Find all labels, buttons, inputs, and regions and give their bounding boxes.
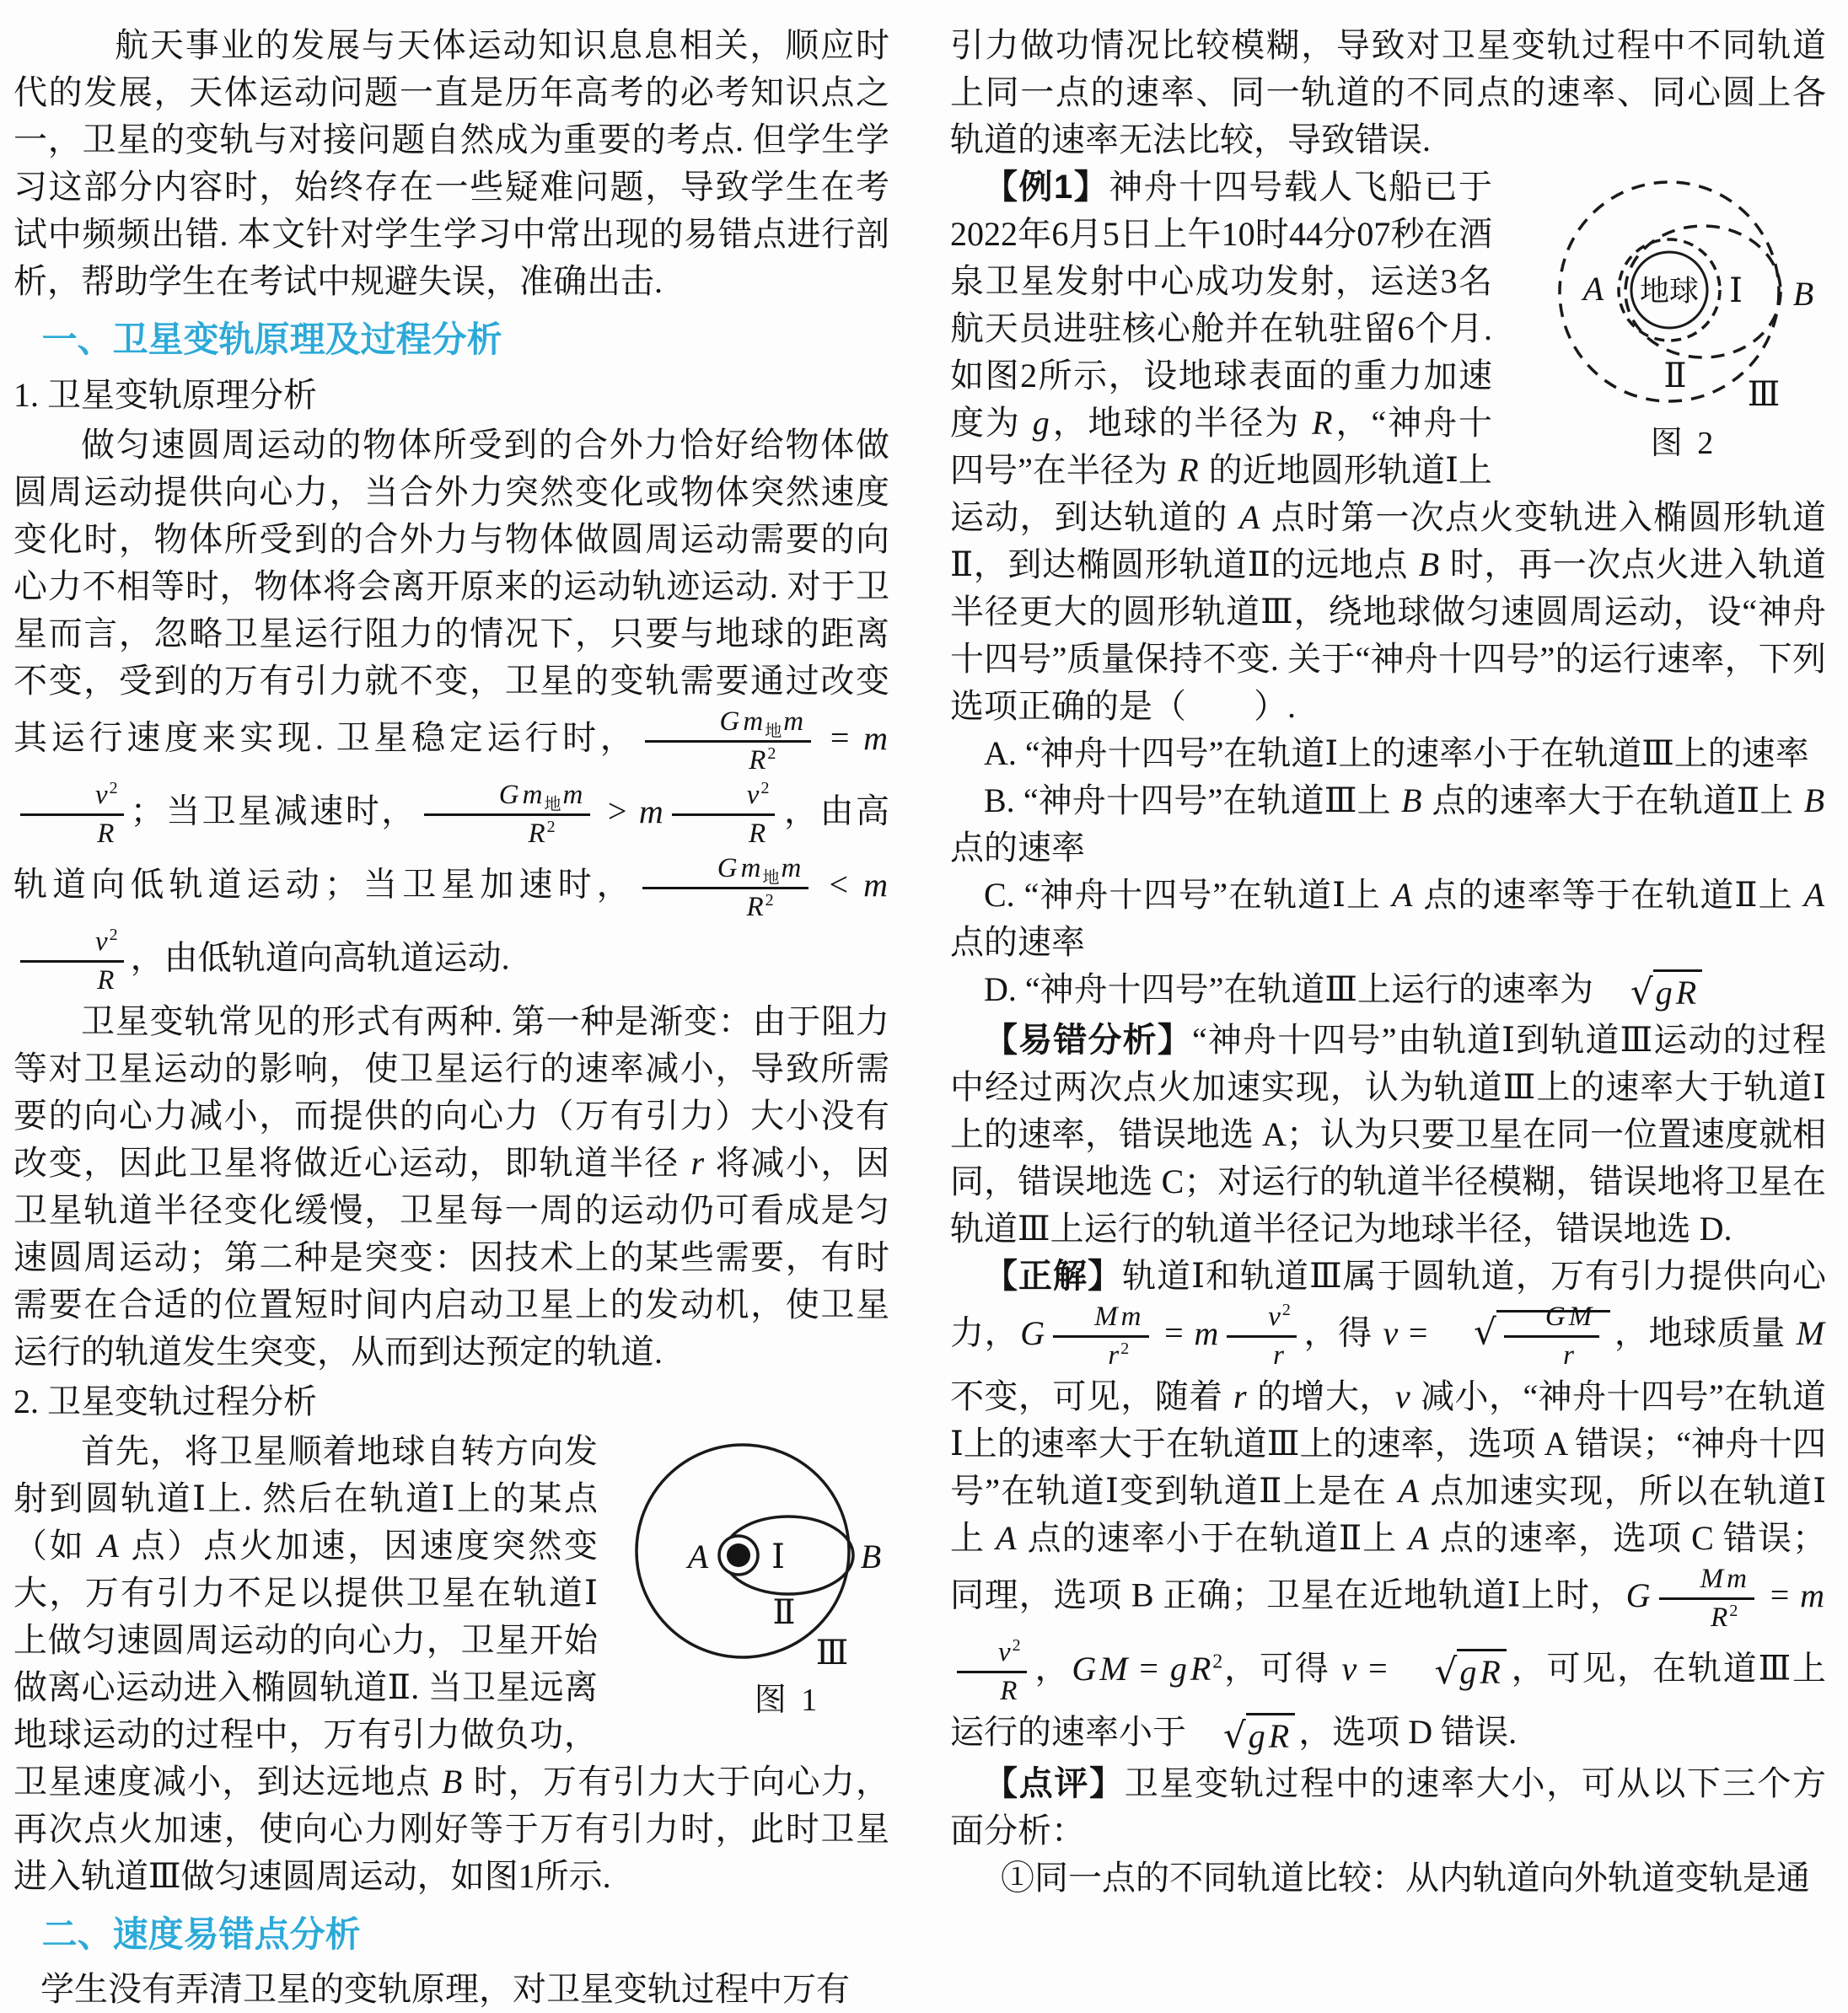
figure-2 [1507,165,1826,462]
square-root: √g R [1401,1648,1507,1696]
fraction: $\frac{G m _地m}{R ^2}$ [424,780,591,850]
option-c: C. “神舟十四号”在轨道Ⅰ上 A 点的速率等于在轨道Ⅱ上 A 点的速率 [950,876,1825,961]
paragraph-continuation: 引力做功情况比较模糊，导致对卫星变轨过程中不同轨道上同一点的速率、同一轨道的不同点的速率、同心圆上各轨道的速率无法比较，导致错误. [950,26,1826,158]
orbit-label-III: Ⅲ [815,1634,849,1672]
fraction: $\frac{G m _地m}{R ^2}$ [645,706,812,776]
orbit-label-II: Ⅱ [1663,357,1687,395]
section-heading-1: 一、卫星变轨原理及过程分析 [41,319,502,359]
point-label-B: B [860,1538,882,1576]
paragraph-comment: 【点评】卫星变轨过程中的速率大小，可从以下三个方面分析： [950,1763,1827,1849]
fraction: $\frac{\text{G M}}{r}$ [1504,1302,1599,1372]
paragraph-example-1 [950,164,1826,730]
fraction: $\frac{\text{M m}}{R ^2}$ [1659,1564,1754,1634]
option-b: B. “神舟十四号”在轨道Ⅲ上 B 点的速率大于在轨道Ⅱ上 B 点的速率 [950,781,1825,867]
paragraph-correct-solution: 【正解】轨道Ⅰ和轨道Ⅲ属于圆轨道，万有引力提供向心力，G $\frac{\text{M m}}{r ^2}$ = m $\frac{v ^2}{r}$ ，得 v = √ $\frac{\text{G M}}{r}$ ，地球质量 M 不变，可见，随着 r 的增大，v 减小，“神舟十四号”在轨道Ⅰ上的速率大于在轨道Ⅲ上的速率，选项 A 错误；“神舟十四号”在轨道Ⅰ变到轨道Ⅱ上是在 A 点加速实现，所以在轨道Ⅰ上 A 点的速率小于在轨道Ⅱ上 A 点的速率，选项 C 错误；同理，选项 B 正确；卫星在近地轨道Ⅰ上时，G $\frac{\text{M m}}{R ^2}$ = m $\frac{v ^2}{R}$ ，G M = g $R^2$，可得 v = √g R ，可见，在轨道Ⅲ上运行的速率小于 √g R ，选项 D 错误. [950,1253,1826,1759]
earth-dot [727,1543,750,1567]
square-root: √ $\frac{\text{G M}}{r}$ [1440,1300,1610,1373]
orbit-label-I: Ⅰ [771,1538,785,1576]
subsection-heading-1: 1. 卫星变轨原理分析 [13,376,317,414]
orbit-label-I: Ⅰ [1729,271,1743,309]
fraction: $\frac{G m _地m}{R ^2}$ [642,853,809,923]
figure-2-caption: 图 2 [1650,426,1717,461]
figure-1-caption: 图 1 [754,1683,821,1718]
paragraph-orbit-principle: 做匀速圆周运动的物体所受到的合外力恰好给物体做圆周运动提供向心力，当合外力突然变化或物体突然速度变化时，物体所受到的合外力与物体做圆周运动需要的向心力不相等时，物体将会离开原来的运动轨迹运动. 对于卫星而言，忽略卫星运行阻力的情况下，只要与地球的距离不变，受到的万有引力就不变，卫星的变轨需要通过改变其运行速度来实现. 卫星稳定运行时， $\frac{G m _地m}{R ^2}$ = m $\frac{v ^2}{R}$ ；当卫星减速时， $\frac{G m _地m}{R ^2}$ > m $\frac{v ^2}{R}$ ，由高轨道向低轨道运动；当卫星加速时， $\frac{G m _地m}{R ^2}$ < m $\frac{v ^2}{R}$ ，由低轨道向高轨道运动. [13,426,889,996]
paragraph-error-analysis: 【易错分析】“神舟十四号”由轨道Ⅰ到轨道Ⅲ运动的过程中经过两次点火加速实现，认为轨道Ⅲ上的速率大于轨道Ⅰ上的速率，错误地选 A；认为只要卫星在同一位置速度就相同，错误地选 C；对运行的轨道半径模糊，错误地将卫星在轨道Ⅲ上运行的轨道半径记为地球半径，错误地选 D. [950,1021,1827,1248]
fraction: $\frac{v ^2}{R}$ [20,926,124,996]
square-root: √g R [1190,1712,1295,1760]
paragraph-point-1: ①同一点的不同轨道比较：从内轨道向外轨道变轨是通 [1001,1858,1810,1897]
fraction: $\frac{v ^2}{R}$ [672,780,776,850]
orbit-label-III: Ⅲ [1747,375,1781,413]
square-root: √g R [1597,969,1702,1017]
figure-1 [618,1435,889,1719]
paragraph-example-1-text: 【例1】神舟十四号载人飞船已于2022年6月5日上午10时44分07秒在酒泉卫星发射中心成功发射，运送3名航天员进驻核心舱并在轨驻留6个月. 如图2所示，设地球表面的重力加速度为 g，地球的半径为 R，“神舟十四号”在半径为 R 的近地圆形轨道Ⅰ上运动，到达轨道的 A 点时第一次点火变轨进入椭圆形轨道Ⅱ，到达椭圆形轨道Ⅱ的远地点 B 时，再一次点火进入轨道半径更大的圆形轨道Ⅲ，绕地球做匀速圆周运动，设“神舟十四号”质量保持不变. 关于“神舟十四号”的运行速率，下列选项正确的是（ ）. [950,168,1827,725]
right-column [950,22,1826,2013]
option-a: A. “神舟十四号”在轨道Ⅰ上的速率小于在轨道Ⅲ上的速率 [984,734,1809,772]
section-heading-2: 二、速度易错点分析 [41,1914,361,1954]
point-label-A: A [1582,270,1604,308]
orbit-diagram-2 [1507,165,1826,418]
paragraph-orbit-process [13,1428,889,1900]
paragraph-orbit-change-forms: 卫星变轨常见的形式有两种. 第一种是渐变：由于阻力等对卫星运动的影响，使卫星运行的速率减小，导致所需要的向心力减小，而提供的向心力（万有引力）大小没有改变，因此卫星将做近心运动，即轨道半径 r 将减小，因卫星轨道半径变化缓慢，卫星每一周的运动仍可看成是匀速圆周运动；第二种是突变：因技术上的某些需要，有时需要在合适的位置短时间内启动卫星上的发动机，使卫星运行的轨道发生突变，从而到达预定的轨道. [13,1002,890,1371]
fraction: $\frac{v ^2}{R}$ [20,780,124,850]
orbit-label-II: Ⅱ [772,1593,796,1631]
fraction: $\frac{v ^2}{R}$ [957,1637,1027,1707]
left-column [13,22,889,2013]
paragraph-intro: 航天事业的发展与天体运动知识息息相关，顺应时代的发展，天体运动问题一直是历年高考的必考知识点之一，卫星的变轨与对接问题自然成为重要的考点. 但学生学习这部分内容时，始终存在一些疑难问题，导致学生在考试中频频出错. 本文针对学生学习中常出现的易错点进行剖析，帮助学生在考试中规避失误，准确出击. [13,26,889,300]
subsection-heading-2: 2. 卫星变轨过程分析 [13,1382,317,1420]
option-d: D. “神舟十四号”在轨道Ⅲ上运行的速率为 √g R [950,966,1826,1017]
point-label-A: A [687,1538,709,1576]
fraction: $\frac{\text{M m}}{r ^2}$ [1053,1302,1148,1372]
orbit-diagram-1 [618,1435,889,1675]
earth-label: 地球 [1639,275,1700,308]
point-label-B: B [1792,275,1814,313]
fraction: $\frac{v ^2}{r}$ [1227,1302,1297,1372]
paragraph-speed-intro: 学生没有弄清卫星的变轨原理，对卫星变轨过程中万有 [40,1970,850,2008]
paragraph-orbit-process-text: 首先，将卫星顺着地球自转方向发射到圆轨道Ⅰ上. 然后在轨道Ⅰ上的某点（如 A 点）点火加速，因速度突然变大，万有引力不足以提供卫星在轨道Ⅰ上做匀速圆周运动的向心力，卫星开始做离心运动进入椭圆轨道Ⅱ. 当卫星远离地球运动的过程中，万有引力做负功，卫星速度减小，到达远地点 B 时，万有引力大于向心力，再次点火加速，使向心力刚好等于万有引力时，此时卫星进入轨道Ⅲ做匀速圆周运动，如图1所示. [13,1432,890,1895]
